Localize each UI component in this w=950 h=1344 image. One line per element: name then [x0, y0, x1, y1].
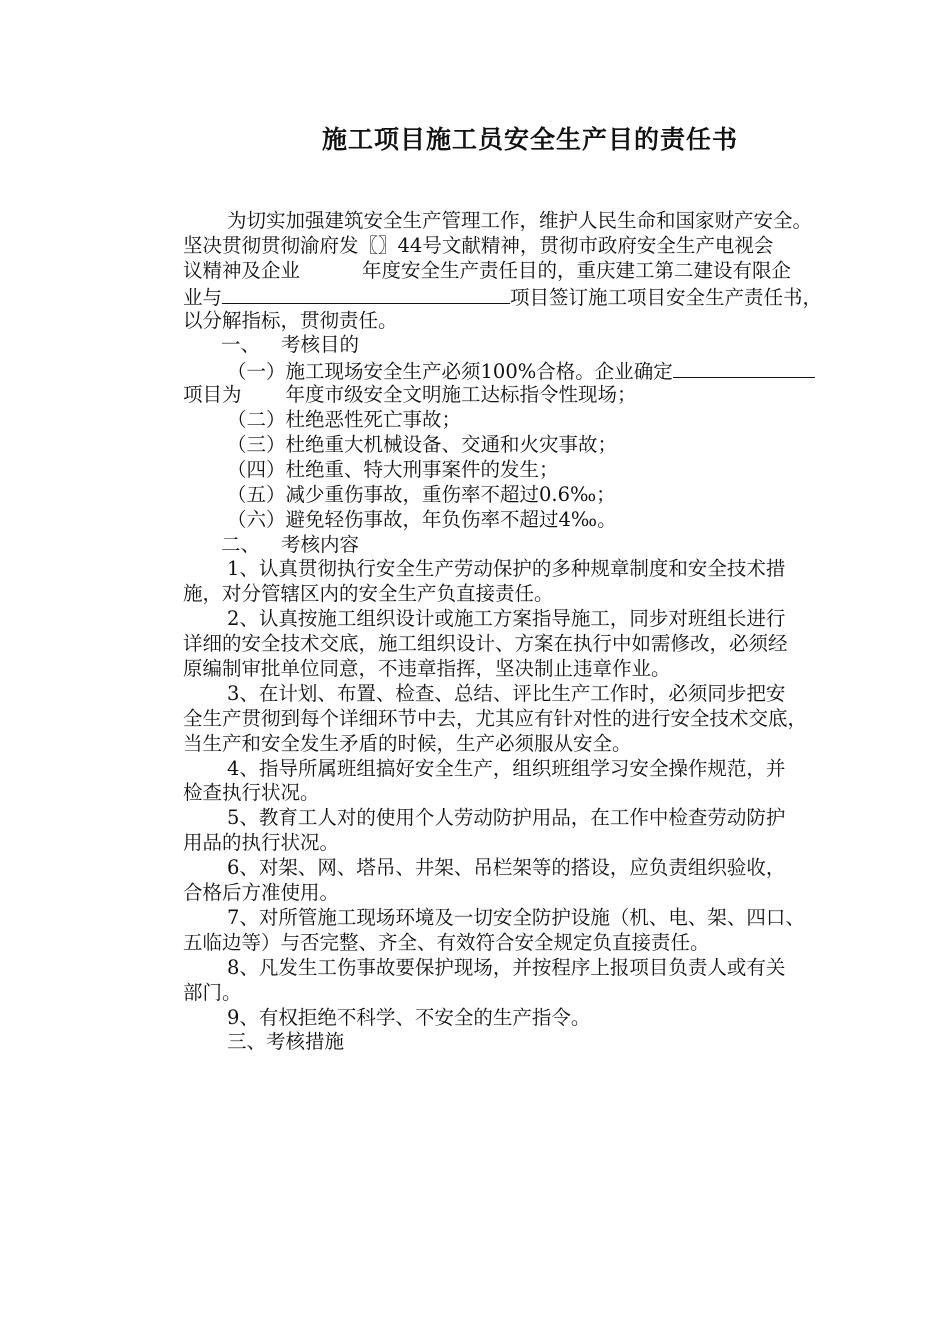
objective-1-line-1 [183, 358, 903, 383]
content-3-line-2: 全生产贯彻到每个详细环节中去，尤其应有针对性的进行安全技术交底， [183, 706, 808, 730]
content-5-line-1: 5、教育工人对的使用个人劳动防护用品，在工作中检查劳动防护 [227, 806, 786, 830]
enterprise-designation-blank [673, 358, 815, 378]
content-3-line-1: 3、在计划、布置、检查、总结、评比生产工作时，必须同步把安 [227, 681, 786, 705]
intro-line-4-start: 业与 [183, 285, 223, 309]
objective-6: （六）避免轻伤事故，年负伤率不超过4‰。 [227, 507, 617, 531]
intro-line-4-end: 项目签订施工项目安全生产责任书， [510, 285, 823, 309]
content-8-line-1: 8、凡发生工伤事故要保护现场，并按程序上报项目负责人或有关 [227, 955, 786, 979]
document-title: 施工项目施工员安全生产目的责任书 [321, 125, 738, 154]
objective-5: （五）减少重伤事故，重伤率不超过0.6‰； [227, 482, 616, 506]
content-1-line-1: 1、认真贯彻执行安全生产劳动保护的多种规章制度和安全技术措 [227, 557, 786, 581]
objective-1-rest: 年度市级安全文明施工达标指令性现场； [285, 383, 637, 407]
section1-title: 考核目的 [281, 333, 360, 357]
content-7-line-1: 7、对所管施工现场环境及一切安全防护设施（机、电、架、四口、 [227, 905, 805, 929]
section2-title: 考核内容 [281, 532, 360, 556]
document-body [183, 209, 903, 1055]
objective-1-text: （一）施工现场安全生产必须100%合格。企业确定 [227, 360, 673, 384]
project-name-blank [222, 284, 510, 304]
objective-3: （三）杜绝重大机械设备、交通和火灾事故； [227, 433, 618, 457]
content-8-line-2: 部门。 [183, 980, 242, 1004]
content-4-line-1: 4、指导所属班组搞好安全生产，组织班组学习安全操作规范，并 [227, 756, 786, 780]
content-3-line-3: 当生产和安全发生矛盾的时候，生产必须服从安全。 [183, 731, 632, 755]
intro-line-3-end: 年度安全生产责任目的，重庆建工第二建设有限企 [362, 258, 792, 282]
content-1-line-2: 施，对分管辖区内的安全生产负直接责任。 [183, 582, 554, 606]
content-6-line-2: 合格后方准使用。 [183, 881, 340, 905]
content-2-line-1: 2、认真按施工组织设计或施工方案指导施工，同步对班组长进行 [227, 607, 786, 631]
content-5-line-2: 用品的执行状况。 [183, 831, 340, 855]
intro-line-3 [183, 259, 903, 284]
content-6-line-1: 6、对架、网、塔吊、井架、吊栏架等的搭设，应负责组织验收， [227, 856, 786, 880]
objective-1-line-2 [183, 383, 903, 408]
intro-line-2: 坚决贯彻贯彻渝府发〖〗44号文献精神，贯彻市政府安全生产电视会 [183, 233, 774, 257]
section1-number: 一、 [221, 333, 261, 357]
objective-1-project: 项目为 [183, 383, 242, 407]
section2-number: 二、 [221, 532, 261, 556]
content-2-line-3: 原编制审批单位同意，不违章指挥，坚决制止违章作业。 [183, 657, 671, 681]
content-7-line-2: 五临边等）与否完整、齐全、有效符合安全规定负直接责任。 [183, 930, 710, 954]
section1-heading [183, 333, 903, 358]
content-4-line-2: 检查执行状况。 [183, 781, 320, 805]
section2-heading [183, 533, 903, 558]
content-9-line-1: 9、有权拒绝不科学、不安全的生产指令。 [227, 1005, 591, 1029]
intro-line-3-start: 议精神及企业 [183, 258, 301, 282]
intro-line-5: 以分解指标，贯彻责任。 [183, 308, 398, 332]
content-2-line-2: 详细的安全技术交底，施工组织设计、方案在执行中如需修改，必须经 [183, 632, 788, 656]
intro-line-4 [183, 284, 903, 309]
section3-heading: 三、考核措施 [227, 1030, 345, 1054]
objective-2: （二）杜绝恶性死亡事故； [227, 408, 462, 432]
intro-line-1: 为切实加强建筑安全生产管理工作，维护人民生命和国家财产安全。 [227, 209, 813, 232]
objective-4: （四）杜绝重、特大刑事案件的发生； [227, 457, 559, 481]
